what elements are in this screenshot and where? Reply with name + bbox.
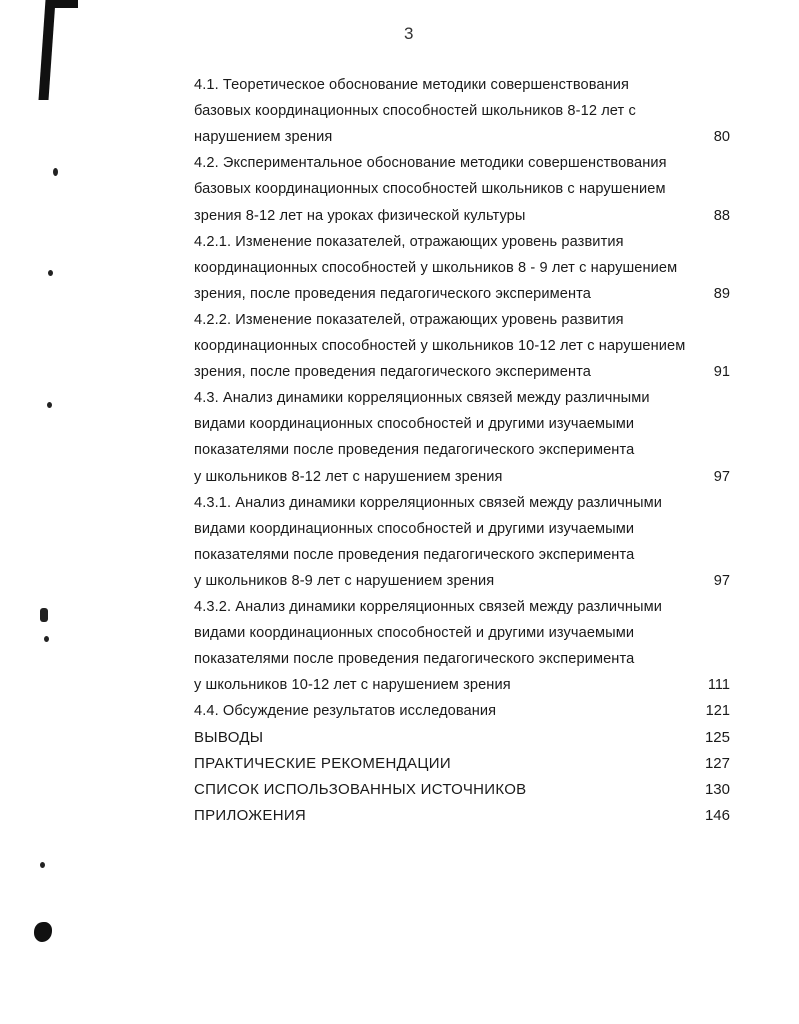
toc-page-number: 121 bbox=[705, 703, 730, 720]
toc-page-number: 97 bbox=[713, 468, 730, 485]
toc-page-number: 88 bbox=[713, 207, 730, 224]
toc-entry-line: 4.4. Обсуждение результатов исследования bbox=[194, 703, 497, 720]
toc-entry-line: 4.3.2. Анализ динамики корреляционных связей между различными bbox=[194, 599, 662, 615]
toc-page-number: 91 bbox=[713, 364, 730, 381]
toc-page-number: 130 bbox=[704, 780, 730, 798]
toc-entry-line: показателями после проведения педагогического эксперимента bbox=[194, 442, 635, 459]
toc-entry-line: базовых координационных способностей школьников с нарушением bbox=[194, 181, 666, 198]
toc-entry-line: координационных способностей у школьников 10-12 лет с нарушением bbox=[194, 338, 686, 354]
toc-entry-line: видами координационных способностей и другими изучаемыми bbox=[194, 416, 635, 433]
toc-entry-line: у школьников 8-9 лет с нарушением зрения bbox=[194, 572, 495, 589]
toc-page-number: 127 bbox=[704, 754, 730, 772]
toc-page-number: 125 bbox=[704, 728, 730, 746]
toc-entry-line: базовых координационных способностей школьников 8-12 лет с bbox=[194, 103, 636, 120]
toc-entry-line: 4.1. Теоретическое обоснование методики совершенствования bbox=[194, 77, 630, 93]
toc-page-number: 97 bbox=[713, 572, 730, 589]
toc-entry-line: 4.2. Экспериментальное обоснование методики совершенствования bbox=[194, 155, 667, 172]
toc-entry-line: 4.2.1. Изменение показателей, отражающих уровень развития bbox=[194, 233, 624, 250]
toc-heading: ВЫВОДЫ bbox=[194, 728, 264, 746]
toc-entry-line: видами координационных способностей и другими изучаемыми bbox=[194, 520, 635, 537]
page-number: 3 bbox=[404, 24, 414, 43]
toc-page-number: 89 bbox=[713, 285, 730, 302]
toc-heading: СПИСОК ИСПОЛЬЗОВАННЫХ ИСТОЧНИКОВ bbox=[194, 780, 527, 798]
toc-entry-line: зрения 8-12 лет на уроках физической культуры bbox=[194, 207, 526, 224]
toc-heading: ПРИЛОЖЕНИЯ bbox=[194, 806, 307, 824]
toc-entry-line: зрения, после проведения педагогического эксперимента bbox=[194, 364, 591, 381]
toc-entry-line: 4.3. Анализ динамики корреляционных связей между различными bbox=[194, 390, 650, 407]
toc-page-number: 80 bbox=[713, 129, 730, 146]
toc-entry-line: у школьников 10-12 лет с нарушением зрения bbox=[194, 677, 511, 694]
toc-entry-line: нарушением зрения bbox=[194, 129, 333, 146]
toc-entry-line: у школьников 8-12 лет с нарушением зрения bbox=[194, 468, 503, 485]
toc-page-number: 111 bbox=[707, 677, 730, 694]
toc-entry-line: координационных способностей у школьников 8 - 9 лет с нарушением bbox=[194, 259, 678, 276]
toc-page-number: 146 bbox=[704, 806, 730, 824]
toc-entry-line: показателями после проведения педагогического эксперимента bbox=[194, 651, 635, 668]
toc-heading: ПРАКТИЧЕСКИЕ РЕКОМЕНДАЦИИ bbox=[194, 754, 451, 772]
toc-entry-line: зрения, после проведения педагогического эксперимента bbox=[194, 285, 591, 302]
toc-entry-line: видами координационных способностей и другими изучаемыми bbox=[194, 625, 635, 642]
toc-entry-line: показателями после проведения педагогического эксперимента bbox=[194, 546, 635, 563]
toc-entry-line: 4.2.2. Изменение показателей, отражающих уровень развития bbox=[194, 311, 624, 328]
toc-entry-line: 4.3.1. Анализ динамики корреляционных связей между различными bbox=[194, 494, 662, 511]
